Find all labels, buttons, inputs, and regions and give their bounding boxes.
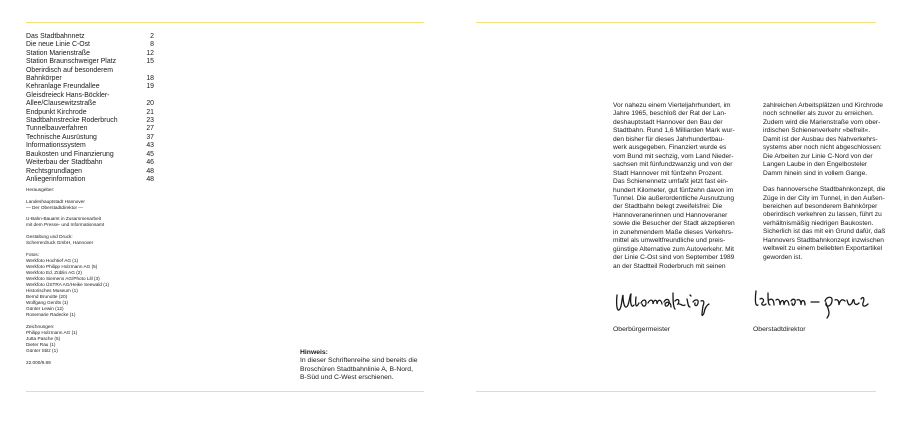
note-line: Broschüren Stadtbahnlinie A, B-Nord, xyxy=(300,365,413,373)
signature-mayor xyxy=(613,285,728,323)
toc-entry-title: Bahnkörper xyxy=(26,75,62,83)
photo-credit: Werkfoto ÜSTRA AG/Heike Seewald (1) xyxy=(26,282,110,287)
drawing-credit: Jutta Pasche (5) xyxy=(26,336,61,341)
text-line: Die Arbeiten zur Linie C-Nord von der xyxy=(763,152,873,160)
photo-credit: Historisches Museum (1) xyxy=(26,288,78,293)
toc-entry-page: 8 xyxy=(150,41,154,49)
drawing-credit: Philipp Holzmann AG (1) xyxy=(26,330,78,335)
toc-entry xyxy=(26,109,154,117)
print-run: 22.000/9.89 xyxy=(26,360,51,365)
photo-credit: Rosemarie Radecke (1) xyxy=(26,312,76,317)
bottom-rule-right xyxy=(476,391,876,392)
note-line: In dieser Schriftenreihe sind bereits die xyxy=(300,357,418,365)
photo-credit: Werkfoto Ed. Züblin AG (2) xyxy=(26,270,82,275)
text-line: oberirdisch verkehren zu lassen, führt zu xyxy=(763,211,882,219)
toc-entry-page: 43 xyxy=(146,142,154,150)
preface-column-1 xyxy=(613,102,760,271)
toc-entry-page: 2 xyxy=(150,33,154,40)
toc-entry xyxy=(26,168,154,176)
text-line: Das hannoversche Stadtbahnkonzept, die xyxy=(763,186,886,194)
toc-entry-title: Baukosten und Finanzierung xyxy=(26,150,114,158)
text-line: Langen Laube in den Engelbosteler xyxy=(763,161,868,169)
toc-entry-page: 45 xyxy=(146,150,154,158)
note-line: B-Süd und C-West erschienen. xyxy=(300,374,394,382)
preface-column-2 xyxy=(763,102,900,262)
text-line: Tunnel. Die außerordentliche Ausnutzung xyxy=(613,194,735,202)
text-line: weltweit zu einem beliebten Exportartikel xyxy=(763,245,883,253)
text-line: Stadt Hannover mit fünfzehn Prozent. xyxy=(613,169,723,177)
toc-entry-page: 15 xyxy=(146,58,154,66)
toc-entry xyxy=(26,100,154,108)
photo-credits xyxy=(26,258,176,318)
toc-entry-title: Die neue Linie C-Ost xyxy=(26,41,90,49)
text-line: Vor nahezu einem Vierteljahrhundert, im xyxy=(613,102,731,109)
text-line: den bisher für dieses Jahrhundertbau- xyxy=(613,135,725,143)
publisher-line: — Der Oberstadtdirektor — xyxy=(26,205,84,210)
text-line: deshauptstadt Hannover den Bau der xyxy=(613,118,723,126)
toc-entry-title: Oberirdisch auf besonderem xyxy=(26,66,113,74)
toc-entry xyxy=(26,176,154,184)
text-line: Zudem wird die Marienstraße vom ober- xyxy=(763,118,881,126)
series-note xyxy=(300,349,440,383)
toc-entry xyxy=(26,58,154,66)
toc-entry-title: Das Stadtbahnnetz xyxy=(26,33,85,40)
toc-entry-title: Station Braunschweiger Platz xyxy=(26,58,117,66)
text-line: systems aber noch nicht abgeschlossen: xyxy=(763,144,882,152)
drawing-credit: Günter Stitz (1) xyxy=(26,348,58,353)
drawing-credits xyxy=(26,330,176,354)
photos-label: Fotos: xyxy=(26,252,40,257)
text-line: zahlreichen Arbeitsplätzen und Kirchrode xyxy=(763,102,883,109)
text-line: der Stadtbahn belegt zweifelsfrei: Die xyxy=(613,203,723,211)
toc-entry xyxy=(26,125,154,133)
caption-mayor: Oberbürgermeister xyxy=(613,326,671,333)
text-line: an der Stadtteil Roderbruch mit seinen xyxy=(613,262,726,270)
toc-entry-page: 20 xyxy=(146,100,154,108)
text-line: Jahre 1965, beschloß der Rat der Lan- xyxy=(613,110,727,118)
top-rule-left xyxy=(26,22,424,23)
design-line: Scherrerdruck GmbH, Hannover xyxy=(26,240,94,245)
toc-entry-page: 18 xyxy=(146,75,154,83)
toc-entry-title: Station Marienstraße xyxy=(26,49,90,57)
text-line: Das Schienennetz umfaßt jetzt fast ein- xyxy=(613,178,729,186)
top-rule-right xyxy=(476,22,876,23)
photo-credit: Werkfoto Siemens AG/Photo Lill (3) xyxy=(26,276,100,281)
toc-entry-page: 12 xyxy=(146,49,154,57)
text-line: bereichen auf besonderem Bahnkörper xyxy=(763,202,878,210)
bottom-rule-left xyxy=(26,391,424,392)
toc-entry-page: 21 xyxy=(146,108,154,116)
photo-credit: Wolfgang Gerdts (1) xyxy=(26,300,69,305)
text-line: Sicherlich ist das mit ein Grund dafür, daß xyxy=(763,228,886,236)
publisher-line: mit dem Presse- und Informationsamt xyxy=(26,222,105,227)
text-line: sachsen mit fünfundzwanzig und von der xyxy=(613,161,733,169)
toc-entry-title: Gleisdreieck Hans-Böckler- xyxy=(26,91,110,99)
toc-entry-title: Allee/Clausewitzstraße xyxy=(26,100,97,108)
publisher-block xyxy=(26,199,176,228)
toc-entry-title: Technische Ausrüstung xyxy=(26,133,97,141)
toc-entry-title: Kehranlage Freundallee xyxy=(26,83,100,91)
toc-entry-title: Rechtsgrundlagen xyxy=(26,167,82,175)
table-of-contents xyxy=(26,33,154,184)
toc-entry xyxy=(26,67,154,75)
text-line: Damm hinein sind in vollem Gange. xyxy=(763,169,868,177)
toc-entry xyxy=(26,151,154,159)
toc-entry xyxy=(26,75,154,83)
toc-entry xyxy=(26,50,154,58)
text-line: in zunehmendem Maße dieses Verkehrs- xyxy=(613,228,734,236)
drawings-label: Zeichnungen: xyxy=(26,324,55,329)
toc-entry-title: Anliegerinformation xyxy=(26,175,86,183)
toc-entry xyxy=(26,83,154,91)
toc-entry-page: 46 xyxy=(146,159,154,167)
publisher-label: Herausgeber: xyxy=(26,187,55,192)
toc-entry-page: 27 xyxy=(146,125,154,133)
toc-entry-page: 19 xyxy=(146,83,154,91)
toc-entry-title: Tunnelbauverfahren xyxy=(26,125,88,133)
text-line: Hannovers Stadtbahnkonzept inzwischen xyxy=(763,236,884,244)
text-line: Züge in der City im Tunnel, in den Außen- xyxy=(763,194,885,202)
toc-entry-page: 37 xyxy=(146,133,154,141)
text-line: hundert Kilometer, gut fünfzehn davon im xyxy=(613,186,734,194)
text-line: mittel als umweltfreundliche und preis- xyxy=(613,237,726,245)
toc-entry-title: Endpunkt Kirchrode xyxy=(26,108,87,116)
text-line: sowie die Besucher der Stadt akzeptieren xyxy=(613,220,735,228)
text-line xyxy=(763,178,900,186)
caption-city-director: Oberstadtdirektor xyxy=(753,326,806,333)
publisher-line: Landeshauptstadt Hannover xyxy=(26,199,85,204)
toc-entry-title: Informationssystem xyxy=(26,142,86,150)
toc-entry-page: 48 xyxy=(146,175,154,183)
toc-entry xyxy=(26,159,154,167)
photo-credit: Bernd Brunotte (20) xyxy=(26,294,68,299)
toc-entry xyxy=(26,117,154,125)
note-text xyxy=(300,357,440,382)
toc-entry-page: 48 xyxy=(146,167,154,175)
toc-entry-title: Stadtbahnstrecke Roderbruch xyxy=(26,117,118,125)
photo-credit: Werkfoto Hochtief AG (1) xyxy=(26,258,79,263)
note-title: Hinweis: xyxy=(300,349,328,356)
text-line: geworden ist. xyxy=(763,253,803,261)
toc-entry xyxy=(26,134,154,142)
text-line: Damit ist der Ausbau des Nahverkehrs- xyxy=(763,135,878,143)
text-line: Stadtbahn. Rund 1,6 Milliarden Mark wur- xyxy=(613,127,735,135)
text-line: vom Bund mit sechzig, vom Land Nieder- xyxy=(613,152,734,160)
toc-entry-page: 23 xyxy=(146,117,154,125)
text-line: werk ausgegeben. Finanziert wurde es xyxy=(613,144,727,152)
toc-entry-title: Weiterbau der Stadtbahn xyxy=(26,159,103,167)
drawing-credit: Dieter Rau (1) xyxy=(26,342,56,347)
design-label: Gestaltung und Druck: xyxy=(26,234,73,239)
publisher-line: U-Bahn-Bauamt in Zusammenarbeit xyxy=(26,216,102,221)
signature-city-director xyxy=(753,285,878,323)
imprint xyxy=(26,187,176,366)
text-line: irdischen Schienenverkehr »befreit«. xyxy=(763,127,871,135)
text-line: der Linie C-Ost sind von September 1989 xyxy=(613,254,735,262)
text-line: Hannoveranerinnen und Hannoveraner xyxy=(613,211,728,219)
photo-credit: Werkfoto Philipp Holzmann AG (5) xyxy=(26,264,98,269)
toc-entry xyxy=(26,33,154,41)
toc-entry xyxy=(26,142,154,150)
photo-credit: Günter Lewin (12) xyxy=(26,306,64,311)
text-line: verhältnismäßig niedrigen Baukosten. xyxy=(763,219,874,227)
text-line: günstige Alternative zum Autoverkehr. Mit xyxy=(613,245,734,253)
toc-entry xyxy=(26,92,154,100)
text-line: noch schneller als zuvor zu erreichen. xyxy=(763,110,874,118)
toc-entry xyxy=(26,41,154,49)
